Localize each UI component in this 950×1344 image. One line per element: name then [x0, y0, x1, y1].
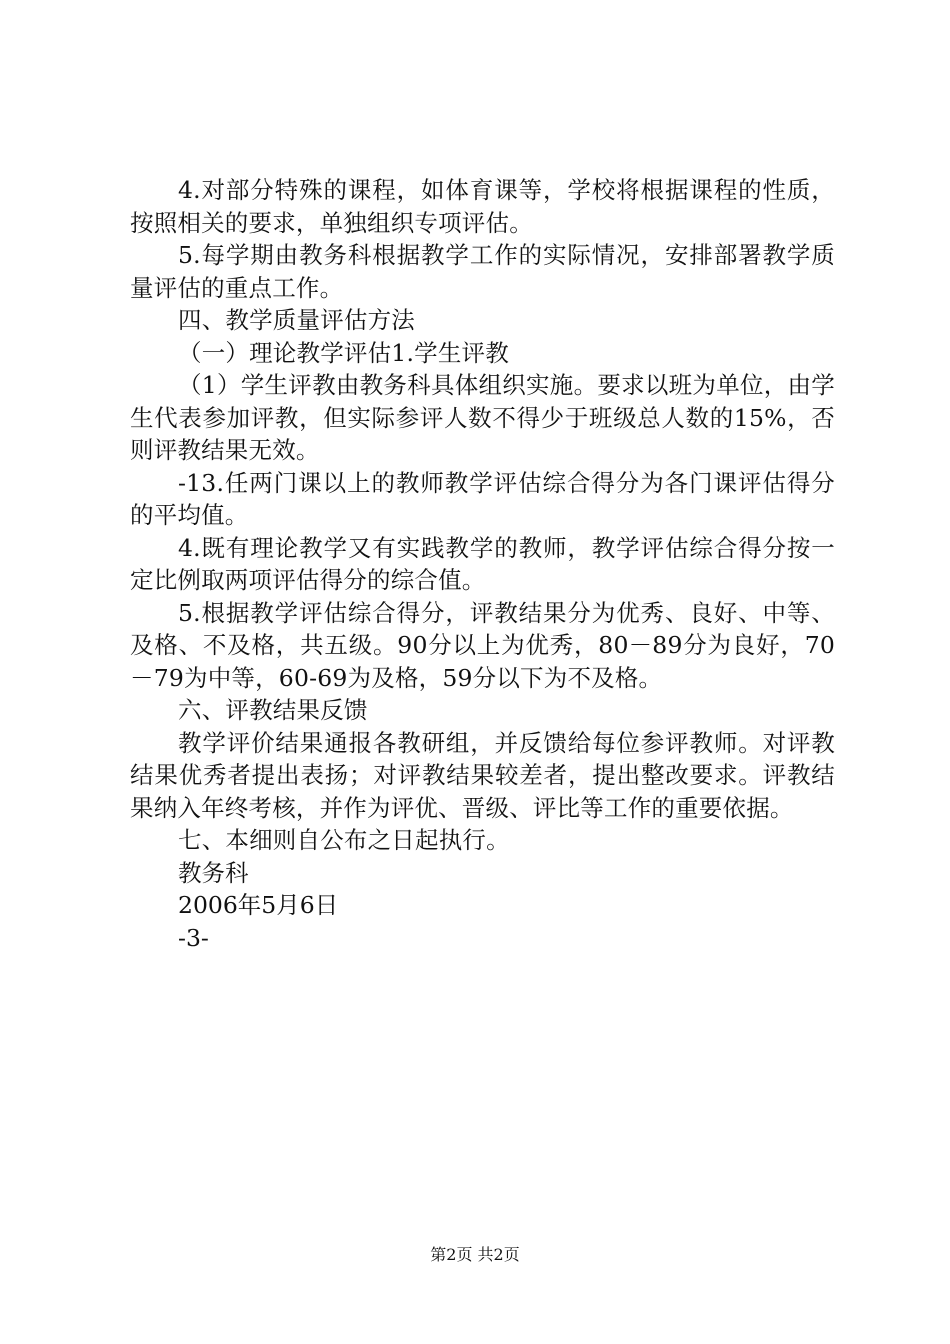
- paragraph-student-evaluation: （1）学生评教由教务科具体组织实施。要求以班为单位，由学生代表参加评教，但实际参评人数不得少于班级总人数的15%，否则评教结果无效。: [130, 371, 835, 464]
- section-heading-result-feedback: 六、评教结果反馈: [178, 696, 368, 724]
- paragraph-item-5-semester-focus: 5.每学期由教务科根据教学工作的实际情况，安排部署教学质量评估的重点工作。: [130, 241, 835, 302]
- paragraph-item-4-special-courses: 4.对部分特殊的课程，如体育课等，学校将根据课程的性质，按照相关的要求，单独组织专项评估。: [130, 176, 835, 237]
- paragraph-item-multiple-courses: -13.任两门课以上的教师教学评估综合得分为各门课评估得分的平均值。: [130, 468, 835, 529]
- paragraph-item-4-theory-practice: 4.既有理论教学又有实践教学的教师，教学评估综合得分按一定比例取两项评估得分的综合值。: [130, 533, 835, 594]
- section-heading-evaluation-methods: 四、教学质量评估方法: [178, 306, 415, 334]
- subsection-heading-theory-evaluation: （一）理论教学评估1.学生评教: [178, 338, 509, 367]
- section-heading-effective-date: 七、本细则自公布之日起执行。: [178, 826, 510, 854]
- page-marker: -3-: [178, 923, 209, 952]
- page-footer: 第2页 共2页: [430, 1245, 520, 1264]
- paragraph-feedback-details: 教学评价结果通报各教研组，并反馈给每位参评教师。对评教结果优秀者提出表扬；对评教结果较差者，提出整改要求。评教结果纳入年终考核，并作为评优、晋级、评比等工作的重要依据。: [130, 728, 835, 822]
- document-body: [130, 174, 835, 954]
- paragraph-item-5-grade-levels: 5.根据教学评估综合得分，评教结果分为优秀、良好、中等、及格、不及格，共五级。90分以上为优秀，80－89分为良好，70－79为中等，60-69为及格，59分以下为不及格。: [130, 598, 835, 692]
- signoff-date: 2006年5月6日: [178, 891, 339, 919]
- signoff-department: 教务科: [178, 858, 249, 887]
